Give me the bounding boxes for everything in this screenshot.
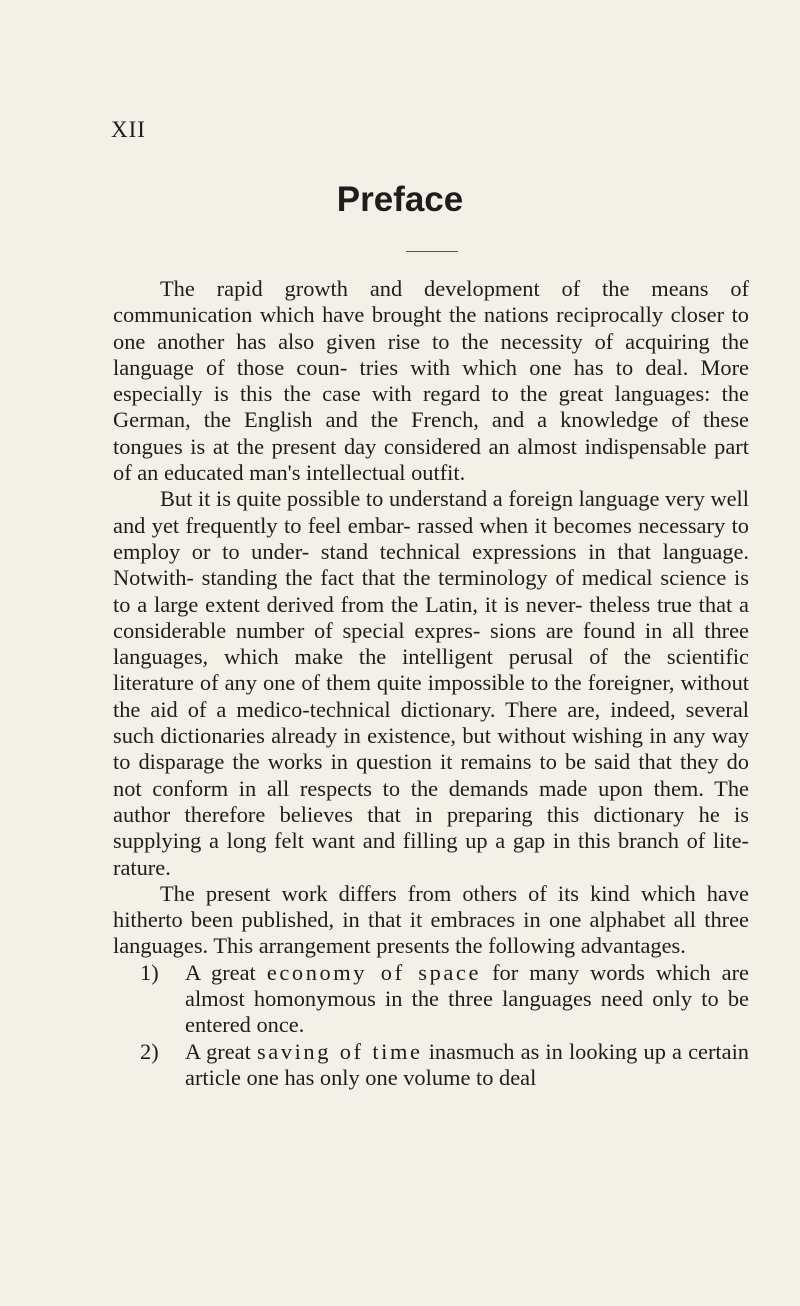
- paragraph-present-work: The present work differs from others of its kind which have hitherto been published, in that it embraces in one alphabet all three languages. This arrangement presents the following advantages.: [113, 880, 749, 959]
- list-item-text: for many words which are almost homonymous in the three languages need only to be entered once.: [185, 959, 749, 1038]
- list-item-number: 2): [140, 1038, 159, 1064]
- page-number: XII: [111, 117, 146, 142]
- list-item-emphasis: economy of space: [266, 959, 482, 985]
- list-item-text: inasmuch as in looking up a certain article one has only one volume to deal: [185, 1038, 750, 1090]
- list-item-lead: A great: [185, 1038, 251, 1064]
- paragraph-technical-terms: But it is quite possible to understand a foreign language very well and yet frequently to feel embar- rassed when it becomes necessary to employ or to under- stand technical expressions in that language. Notwith- standing the fact that the terminology of medical science is to a large extent derived from the Latin, it is never- theless true that a considerable number of special expres- sions are found in all three languages, which make the intelligent perusal of the scientific literature of any one of them quite impossible to the foreigner, without the aid of a medico-technical dictionary. There are, indeed, several such dictionaries already in existence, but without wishing in any way to disparage the works in question it remains to be said that they do not conform in all respects to the demands made upon them. The author therefore believes that in preparing this dictionary he is supplying a long felt want and filling up a gap in this branch of lite- rature.: [113, 486, 749, 880]
- list-item: [113, 960, 749, 1039]
- list-item-number: 1): [140, 959, 159, 985]
- list-item-emphasis: saving of time: [256, 1038, 423, 1064]
- list-item-lead: A great: [185, 959, 256, 985]
- preface-body: [113, 276, 749, 1091]
- list-item: [113, 1039, 749, 1092]
- heading-divider: [406, 251, 458, 252]
- advantages-list: [113, 960, 749, 1091]
- preface-heading: Preface: [336, 180, 464, 219]
- paragraph-communication: The rapid growth and development of the means of communication which have brought the nations reciprocally closer to one another has also given rise to the necessity of acquiring the language of those coun- tries with which one has to deal. More especially is this the case with regard to the great languages: the German, the English and the French, and a knowledge of these tongues is at the present day considered an almost indispensable part of an educated man's intellectual outfit.: [113, 276, 749, 486]
